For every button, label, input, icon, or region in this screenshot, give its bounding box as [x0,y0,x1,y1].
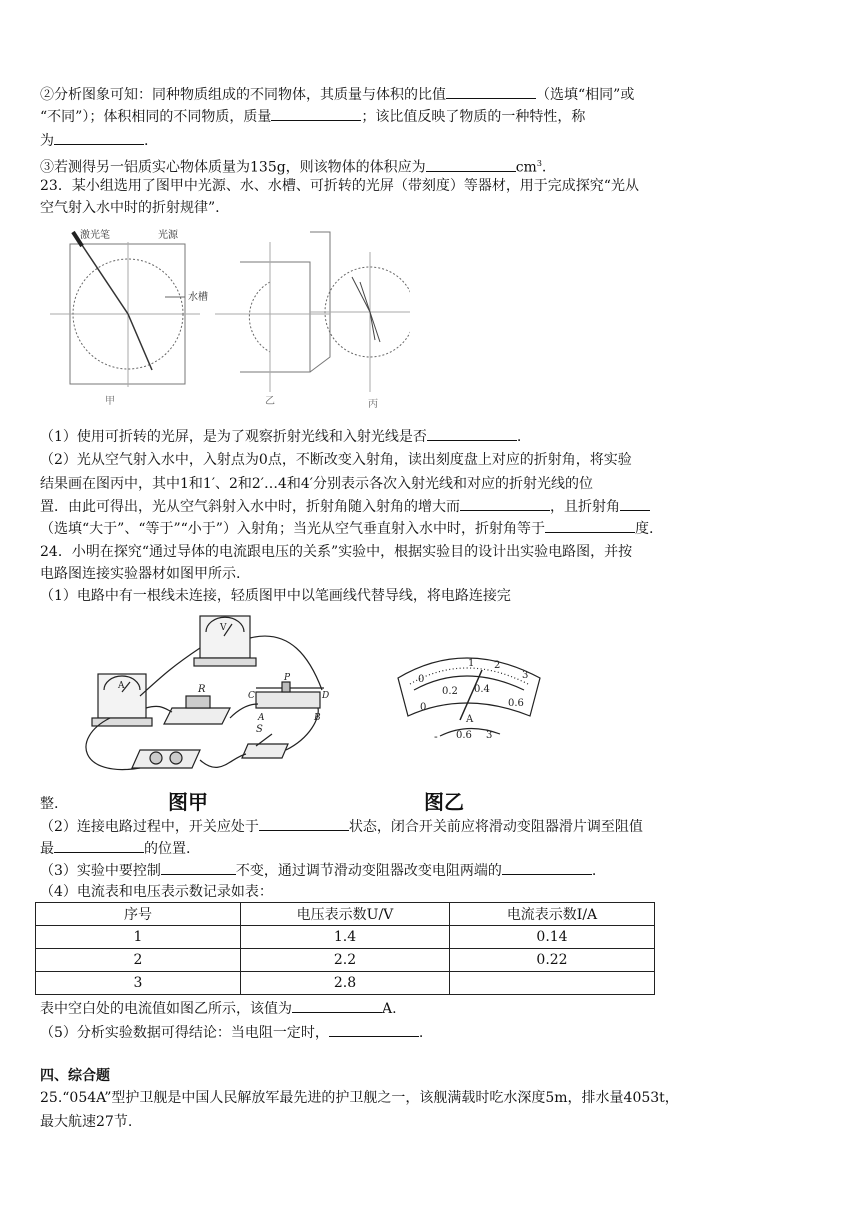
text-line: （2）连接电路过程中，开关应处于 状态，闭合开关前应将滑动变阻器滑片调至阻值 [40,816,643,837]
resistor-label: R [198,684,206,695]
text-line: （1）使用可折转的光屏，是为了观察折射光线和入射光线是否 . [40,426,521,447]
answer-blank[interactable] [54,838,144,853]
dial-mark-2: 2 [494,660,501,671]
text-line: 整. [40,796,59,812]
terminal-a-label: A [258,713,265,723]
question-25-line: 最大航速27节. [40,1114,133,1130]
terminal-c-label: C [248,691,255,701]
text-line: 结果画在图丙中，其中1和1′、2和2′…4和4′分别表示各次入射光线和对应的折射光线的位 [40,476,593,492]
ammeter-dial-figure [390,628,550,748]
answer-blank[interactable] [426,157,516,172]
table-row [36,949,655,972]
laser-label: 激光笔 [80,230,110,241]
question-25-line: 25.“054A”型护卫舰是中国人民解放军最先进的护卫舰之一，该舰满载时吃水深度5m，排水量4053t， [40,1090,679,1106]
answer-blank[interactable] [446,84,536,99]
refraction-figure [40,222,410,412]
dial-mark-1: 1 [468,658,475,669]
figure-bing-label: 丙 [368,399,378,410]
dial-mark-3: 3 [522,670,529,681]
table-row [36,926,655,949]
table-cell: 2.2 [241,949,450,972]
table-cell: 0.22 [450,949,655,972]
dial-mark-0-bottom: 0 [420,702,427,713]
source-label: 光源 [158,230,178,241]
table-row [36,972,655,995]
answer-blank[interactable] [271,106,361,121]
dial-mark-06: 0.6 [508,698,524,709]
data-table [35,902,655,995]
table-cell: 2 [36,949,241,972]
circuit-figure [60,608,350,788]
terminal-b-label: B [314,713,321,723]
answer-blank[interactable] [292,998,382,1013]
table-cell: 2.8 [241,972,450,995]
ammeter-symbol: A [118,681,125,691]
switch-label: S [256,724,263,735]
terminal-minus-label: - [434,730,438,743]
text-line: ③若测得另一铝质实心物体质量为135g，则该物体的体积应为 $cm^3$. [40,154,546,178]
text-line: （3）实验中要控制 不变，通过调节滑动变阻器改变电阻两端的 . [40,860,596,881]
text-line: 为 . [40,130,148,151]
table-header-cell: 电压表示数U/V [241,903,450,926]
answer-blank[interactable] [427,426,517,441]
slider-label: P [284,673,291,683]
terminal-d-label: D [322,691,330,701]
answer-blank[interactable] [502,860,592,875]
answer-blank[interactable] [259,816,349,831]
table-cell: 0.14 [450,926,655,949]
figure-yi-caption: 图乙 [424,790,464,814]
voltmeter-symbol: V [220,623,227,633]
question-24-line: 24．小明在探究“通过导体的电流跟电压的关系”实验中，根据实验目的设计出实验电路图，并按 [40,544,633,560]
text-line: （5）分析实验数据可得结论：当电阻一定时， . [40,1022,423,1043]
answer-blank[interactable] [620,496,650,511]
dial-mark-02: 0.2 [442,686,458,697]
text-line: 最 的位置. [40,838,190,859]
text-line: 置．由此可得出，光从空气斜射入水中时，折射角随入射角的增大而 ，且折射角 [40,496,650,517]
table-cell: 3 [36,972,241,995]
section-heading: 四、综合题 [40,1068,110,1084]
dial-unit-label: A [466,714,474,725]
text-line: 表中空白处的电流值如图乙所示，该值为 A. [40,998,397,1019]
terminal-3-label: 3 [486,730,493,741]
question-23-line: 23．某小组选用了图甲中光源、水、水槽、可折转的光屏（带刻度）等器材，用于完成探究“光从 [40,178,639,194]
dial-mark-04: 0.4 [474,684,490,695]
answer-blank[interactable] [460,496,550,511]
question-23-line: 空气射入水中时的折射规律”. [40,200,220,216]
table-header-row [36,903,655,926]
question-24-line: 电路图连接实验器材如图甲所示. [40,566,241,582]
answer-blank[interactable] [54,130,144,145]
figure-jia-label: 甲 [105,396,115,407]
table-header-cell: 序号 [36,903,241,926]
tank-label: 水槽 [188,292,208,303]
text-line: （4）电流表和电压表示数记录如表： [40,884,273,900]
table-cell: 1.4 [241,926,450,949]
answer-blank[interactable] [545,518,635,533]
figure-jia-caption: 图甲 [168,790,208,814]
text-line: （选填“大于”、“等于”“小于”）入射角；当光从空气垂直射入水中时，折射角等于 度. [40,518,653,539]
terminal-06-label: 0.6 [456,730,472,741]
table-cell: 1 [36,926,241,949]
dial-mark-0-top: 0 [418,674,425,685]
text-line: ②分析图象可知：同种物质组成的不同物体，其质量与体积的比值 （选填“相同”或 [40,84,634,105]
answer-blank[interactable] [329,1022,419,1037]
table-cell-empty[interactable] [450,972,655,995]
figure-yi-label: 乙 [265,396,275,407]
answer-blank[interactable] [161,860,236,875]
text-line: （2）光从空气射入水中，入射点为0点，不断改变入射角，读出刻度盘上对应的折射角，将实验 [40,452,632,468]
text-line: （1）电路中有一根线未连接，轻质图甲中以笔画线代替导线，将电路连接完 [40,588,511,604]
text-line: “不同”）；体积相同的不同物质，质量 ；该比值反映了物质的一种特性，称 [40,106,585,127]
table-header-cell: 电流表示数I/A [450,903,655,926]
